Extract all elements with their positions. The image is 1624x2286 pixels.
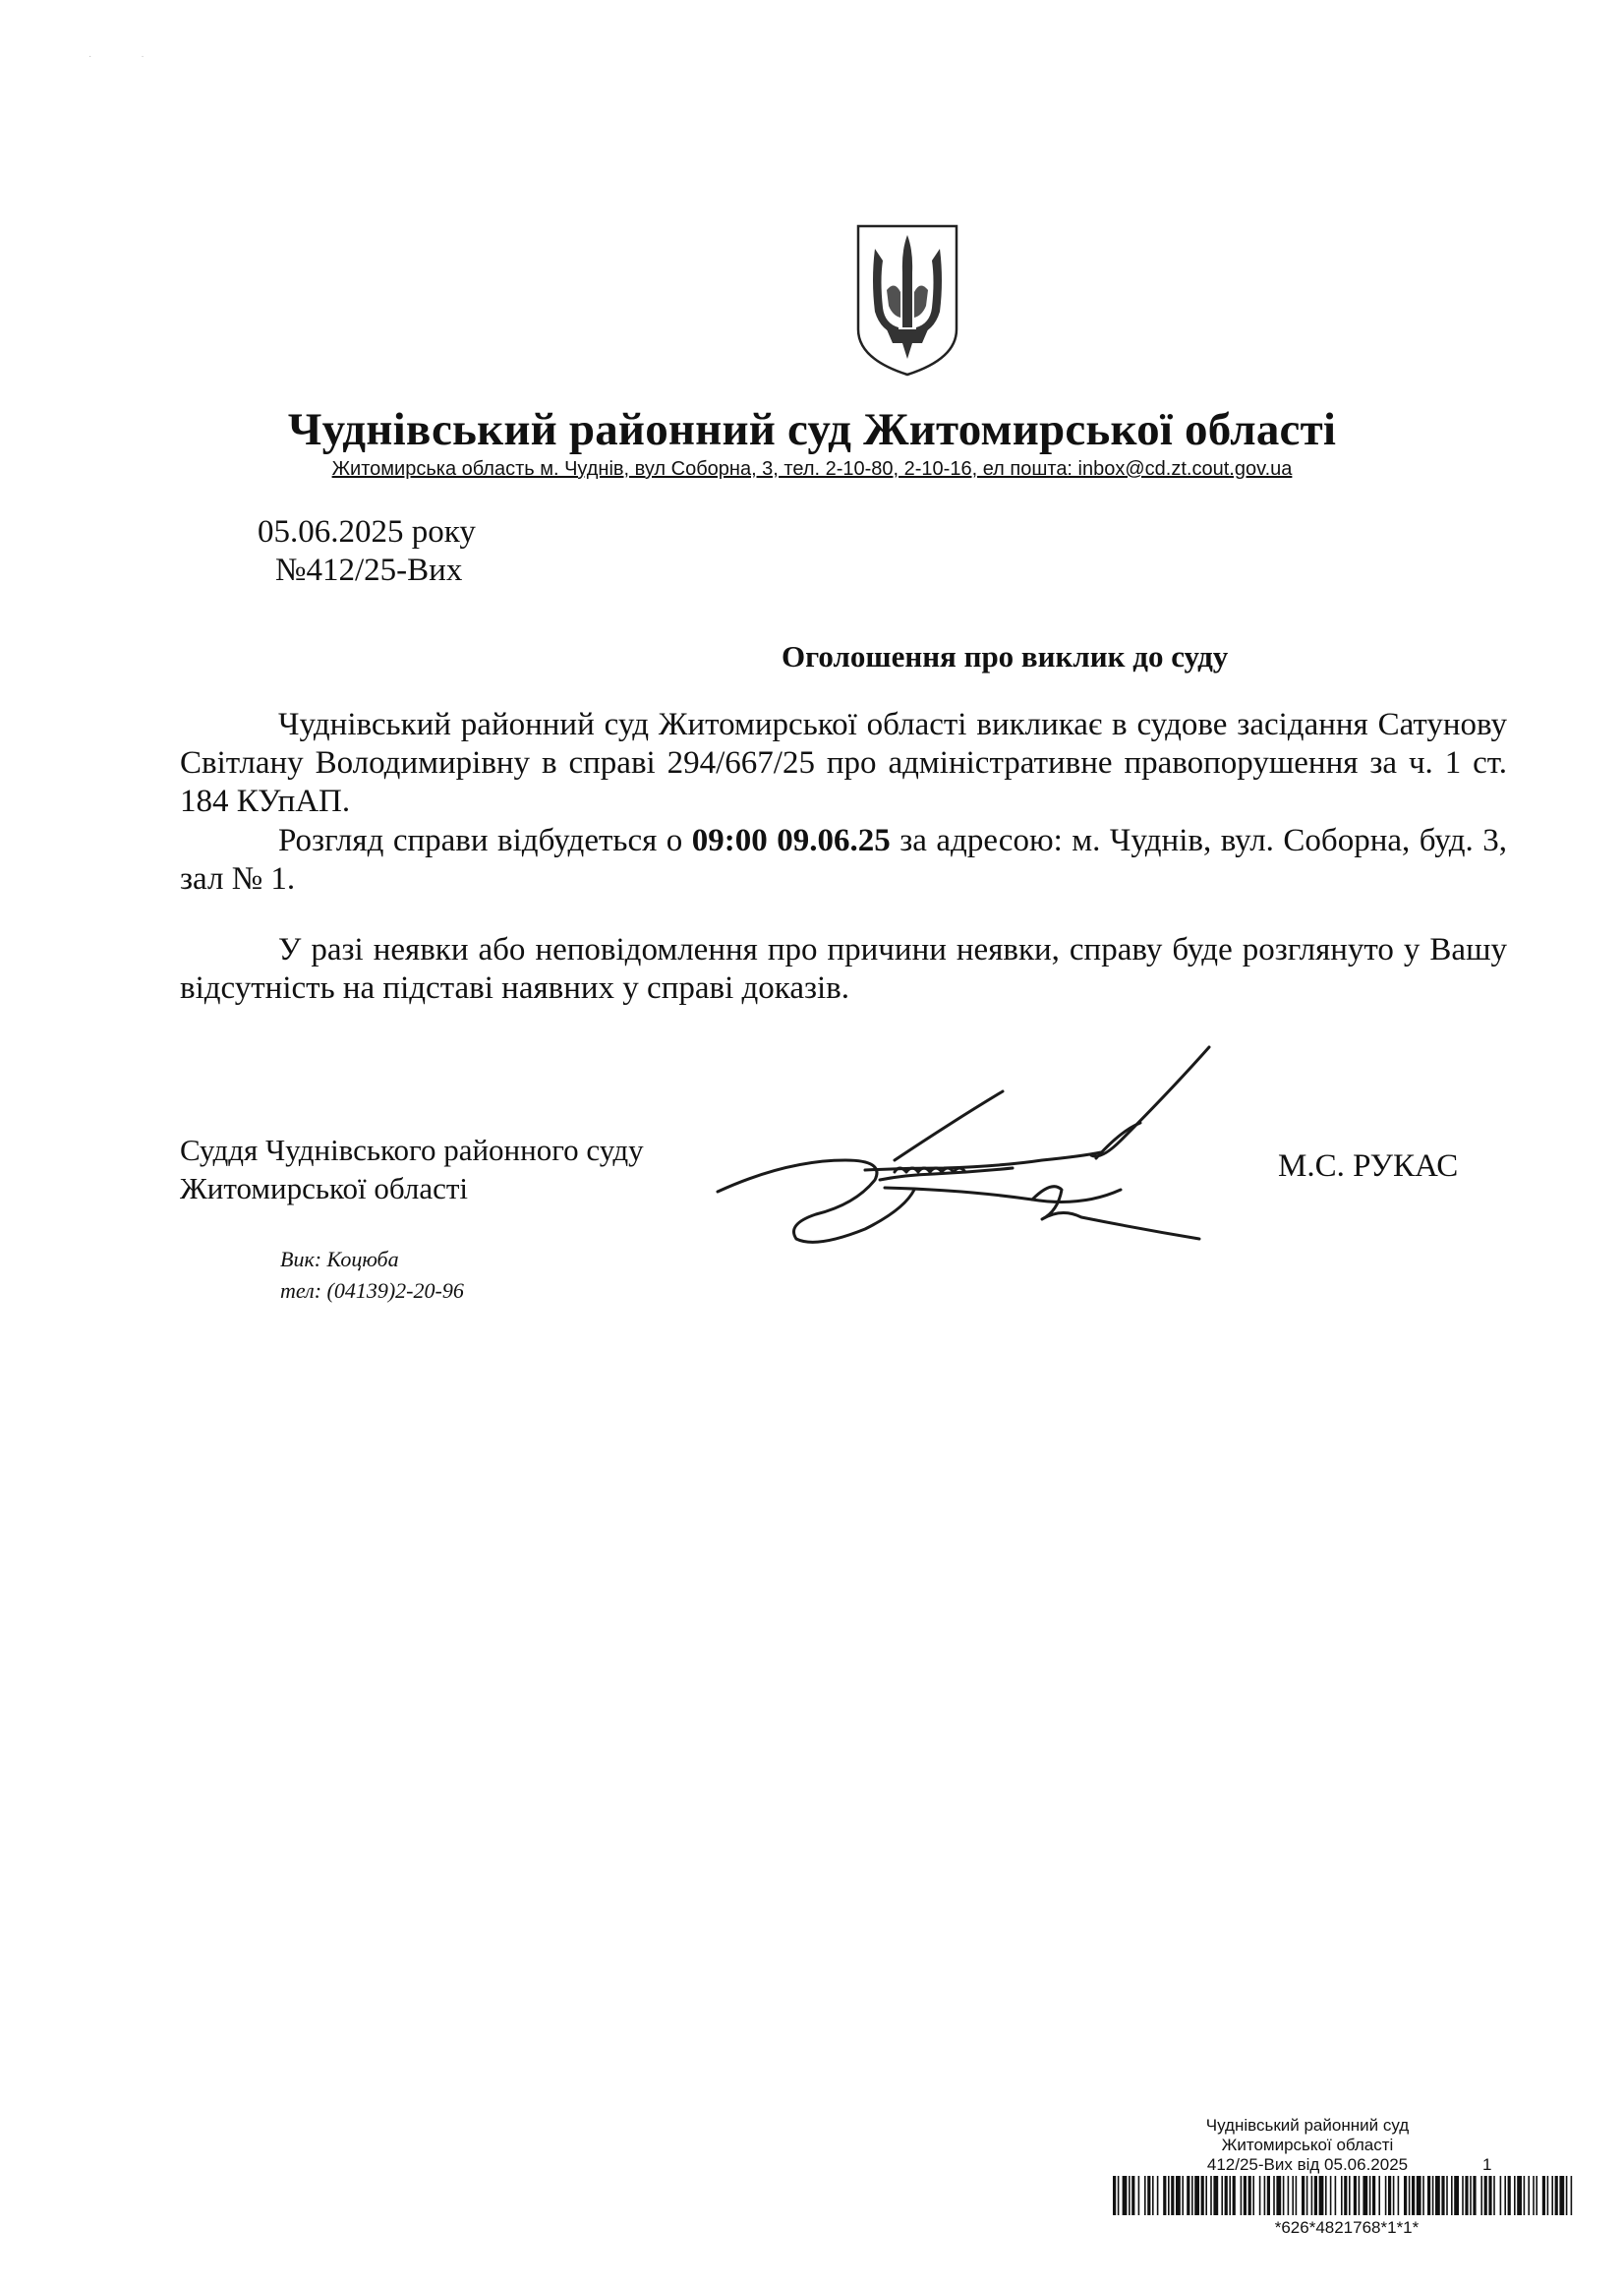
barcode-bar: [1330, 2176, 1332, 2215]
barcode-bar: [1168, 2176, 1170, 2215]
barcode-bar: [1435, 2176, 1440, 2215]
scan-artifact: · ·: [88, 51, 145, 62]
barcode-bar: [1417, 2176, 1421, 2215]
barcode-bar: [1349, 2176, 1351, 2215]
barcode-bar: [1517, 2176, 1522, 2215]
barcode-bar: [1201, 2176, 1204, 2215]
barcode-bar: [1427, 2176, 1430, 2215]
barcode-bar: [1264, 2176, 1266, 2215]
barcode-bar: [1118, 2176, 1120, 2215]
barcode-bar: [1404, 2176, 1407, 2215]
barcode-bar: [1388, 2176, 1391, 2215]
barcode-bar: [1194, 2176, 1199, 2215]
judge-name: М.С. РУКАС: [1278, 1148, 1459, 1184]
barcode-bar: [1113, 2176, 1116, 2215]
barcode-bar: [1325, 2176, 1327, 2215]
barcode-bar: [1276, 2176, 1281, 2215]
barcode-bar: [1171, 2176, 1174, 2215]
barcode-bar: [1533, 2176, 1535, 2215]
barcode-bar: [1138, 2176, 1140, 2215]
handwritten-signature: [708, 1042, 1219, 1254]
barcode-bar: [1369, 2176, 1371, 2215]
barcode-bar: [1451, 2176, 1453, 2215]
barcode-bar: [1123, 2176, 1128, 2215]
barcode-bar: [1524, 2176, 1526, 2215]
barcode-bar: [1241, 2176, 1243, 2215]
barcode-bar: [1292, 2176, 1294, 2215]
hearing-text-end: за адресою: м. Чуднів, вул. Соборна, буд. 3, зал № 1.: [180, 823, 1507, 897]
barcode-bar: [1319, 2176, 1324, 2215]
barcode-bar: [1335, 2176, 1337, 2215]
barcode-bar: [1454, 2176, 1459, 2215]
barcode-bar: [1233, 2176, 1236, 2215]
barcode-bar: [1551, 2176, 1553, 2215]
barcode-bar: [1398, 2176, 1400, 2215]
barcode-bar: [1302, 2176, 1305, 2215]
barcode-bar: [1144, 2176, 1146, 2215]
barcode-bar: [1129, 2176, 1131, 2215]
barcode-bar: [1470, 2176, 1472, 2215]
barcode-bar: [1508, 2176, 1511, 2215]
barcode-bar: [1514, 2176, 1516, 2215]
barcode-bar: [1385, 2176, 1387, 2215]
barcode-bar: [1484, 2176, 1487, 2215]
barcode-bar: [1542, 2176, 1545, 2215]
barcode-bar: [1152, 2176, 1154, 2215]
barcode-bar: [1363, 2176, 1367, 2215]
barcode-bar: [1393, 2176, 1395, 2215]
barcode: [1111, 2176, 1573, 2215]
barcode-bar: [1500, 2176, 1502, 2215]
hearing-text-start: Розгляд справи відбудеться о: [278, 823, 692, 858]
barcode-bar: [1354, 2176, 1357, 2215]
barcode-bar: [1378, 2176, 1380, 2215]
barcode-bar: [1441, 2176, 1444, 2215]
barcode-bar: [1187, 2176, 1189, 2215]
paragraph-absence: [180, 931, 1507, 1008]
paragraph-summons: [180, 706, 1507, 821]
barcode-bar: [1409, 2176, 1411, 2215]
barcode-bar: [1446, 2176, 1448, 2215]
stamp-court-line2: Житомирської області: [1221, 2136, 1394, 2154]
barcode-bar: [1359, 2176, 1361, 2215]
document-title: Оголошення про виклик до суду: [782, 639, 1229, 674]
executor-name: Вик: Коцюба: [280, 1247, 399, 1271]
stamp-page-number: 1: [1482, 2155, 1492, 2174]
tryzub-coat-of-arms-icon: [853, 221, 961, 379]
barcode-bar: [1528, 2176, 1530, 2215]
barcode-bar: [1473, 2176, 1476, 2215]
barcode-bar: [1480, 2176, 1482, 2215]
paragraph-hearing: [180, 822, 1507, 899]
document-number: №412/25-Вих: [275, 553, 463, 588]
paragraph-summons-text: Чуднівський районний суд Житомирської області викликає в судове засідання Сатунову Світлану Володимирівну в справі 294/667/25 про адміністративне правопорушення за ч. 1 ст. 184 КУпАП.: [180, 707, 1507, 819]
barcode-bar: [1372, 2176, 1375, 2215]
judge-title: [180, 1131, 730, 1207]
barcode-bar: [1422, 2176, 1424, 2215]
paragraph-absence-text: У разі неявки або неповідомлення про причини неявки, справу буде розглянуто у Вашу відсутність на підставі наявних у справі доказів.: [180, 932, 1507, 1006]
stamp-reg-number: 412/25-Вих від 05.06.2025: [1206, 2155, 1409, 2174]
barcode-bar: [1191, 2176, 1193, 2215]
barcode-bar: [1488, 2176, 1491, 2215]
barcode-bar: [1566, 2176, 1568, 2215]
executor-phone: тел: (04139)2-20-96: [280, 1278, 464, 1303]
barcode-bar: [1131, 2176, 1134, 2215]
barcode-bar: [1229, 2176, 1231, 2215]
barcode-bar: [1559, 2176, 1564, 2215]
barcode-bar: [1176, 2176, 1181, 2215]
barcode-bar: [1547, 2176, 1549, 2215]
barcode-bar: [1432, 2176, 1434, 2215]
barcode-bar: [1210, 2176, 1212, 2215]
barcode-bar: [1182, 2176, 1184, 2215]
court-name: Чуднівський районний суд Житомирської області: [287, 404, 1337, 455]
barcode-bar: [1462, 2176, 1464, 2215]
barcode-bar: [1259, 2176, 1261, 2215]
barcode-bar: [1273, 2176, 1275, 2215]
barcode-bar: [1248, 2176, 1251, 2215]
barcode-bar: [1163, 2176, 1166, 2215]
barcode-bar: [1412, 2176, 1415, 2215]
barcode-bar: [1244, 2176, 1247, 2215]
barcode-bar: [1536, 2176, 1537, 2215]
document-date: 05.06.2025 року: [258, 514, 476, 550]
judge-title-line2: Житомирської області: [180, 1171, 469, 1205]
barcode-bar: [1571, 2176, 1573, 2215]
barcode-text: *626*4821768*1*1*: [1274, 2218, 1420, 2237]
barcode-bar: [1221, 2176, 1223, 2215]
barcode-bar: [1213, 2176, 1218, 2215]
barcode-bar: [1147, 2176, 1150, 2215]
judge-title-line1: Суддя Чуднівського районного суду: [180, 1133, 644, 1167]
barcode-bar: [1306, 2176, 1308, 2215]
barcode-bar: [1296, 2176, 1298, 2215]
barcode-bar: [1341, 2176, 1343, 2215]
barcode-bar: [1555, 2176, 1558, 2215]
hearing-time: 09:00 09.06.25: [691, 823, 891, 858]
barcode-bar: [1283, 2176, 1285, 2215]
court-address: Житомирська область м. Чуднів, вул Соборна, 3, тел. 2-10-80, 2-10-16, ел пошта: inbox@cd.zt.cout.gov.ua: [331, 458, 1293, 480]
barcode-bar: [1288, 2176, 1290, 2215]
barcode-bar: [1311, 2176, 1313, 2215]
barcode-bar: [1493, 2176, 1495, 2215]
barcode-bar: [1465, 2176, 1468, 2215]
barcode-bar: [1267, 2176, 1270, 2215]
barcode-bar: [1504, 2176, 1506, 2215]
barcode-bar: [1314, 2176, 1317, 2215]
barcode-bar: [1344, 2176, 1347, 2215]
stamp-court-line1: Чуднівський районний суд: [1205, 2116, 1410, 2135]
barcode-bar: [1225, 2176, 1228, 2215]
barcode-bar: [1252, 2176, 1254, 2215]
barcode-bar: [1205, 2176, 1207, 2215]
barcode-bar: [1157, 2176, 1159, 2215]
